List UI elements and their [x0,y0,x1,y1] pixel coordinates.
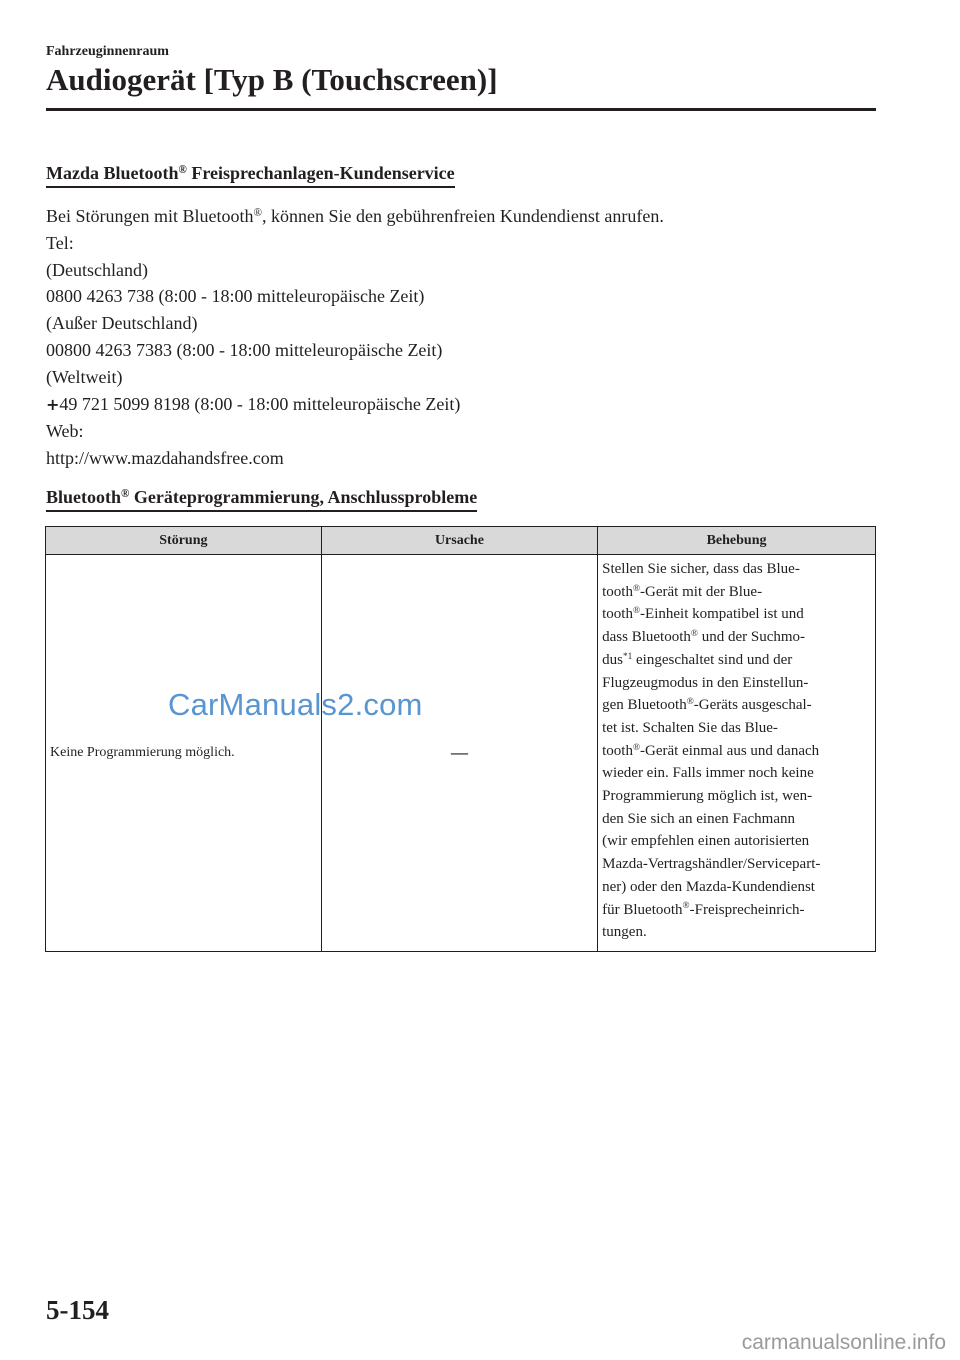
germany-number: 0800 4263 738 (8:00 - 18:00 mitteleuropäische Zeit) [46,286,425,307]
bluetooth-heading: Bluetooth® Geräteprogrammierung, Anschlussprobleme [46,487,477,512]
problem-cell: Keine Programmierung möglich. [46,555,322,952]
table-row [46,555,876,952]
service-heading: Mazda Bluetooth® Freisprechanlagen-Kundenservice [46,163,455,188]
page-number: 5-154 [46,1295,109,1325]
section-label: Fahrzeuginnenraum [46,44,169,59]
footer-watermark: carmanualsonline.info [741,1331,946,1354]
worldwide-number: +49 721 5099 8198 (8:00 - 18:00 mitteleuropäische Zeit) [46,393,461,414]
troubleshooting-table [45,526,876,952]
title-divider [46,108,876,111]
table-header-row [46,527,876,555]
web-label: Web: [46,421,84,442]
worldwide-label: (Weltweit) [46,366,123,387]
remedy-cell: Stellen Sie sicher, dass das Blue- tooth®-Gerät mit der Blue- tooth®-Einheit kompatibel ist und dass Bluetooth® und der Suchmo- dus$^{*1}$ eingeschaltet sind und der Flugzeugmodus in den Einstellun- gen Bluetooth®-Geräts ausgeschal- tet ist. Schalten Sie das Blue- tooth®-Gerät einmal aus und danach wieder ein. Falls immer noch keine Programmierung möglich ist, wen- den Sie sich an einen Fachmann (wir empfehlen einen autorisierten Mazda-Vertragshändler/Servicepart- ner) oder den Mazda-Kundendienst für Bluetooth®-Freisprecheinrich- tungen. [598,555,876,952]
page-title: Audiogerät [Typ B (Touchscreen)] [46,62,498,97]
germany-label: (Deutschland) [46,259,148,280]
tel-label: Tel: [46,232,74,253]
watermark: CarManuals2.com [168,687,423,722]
contact-info [46,203,664,472]
header-remedy: Behebung [598,527,876,555]
outside-label: (Außer Deutschland) [46,313,198,334]
outside-number: 00800 4263 7383 (8:00 - 18:00 mitteleuropäische Zeit) [46,339,443,360]
header-problem: Störung [46,527,322,555]
intro-text: Bei Störungen mit Bluetooth®, können Sie den gebührenfreien Kundendienst anrufen. [46,206,664,226]
header-cause: Ursache [321,527,597,555]
cause-cell: — [321,555,597,952]
plus-icon: + [46,394,60,414]
web-url: http://www.mazdahandsfree.com [46,448,284,469]
